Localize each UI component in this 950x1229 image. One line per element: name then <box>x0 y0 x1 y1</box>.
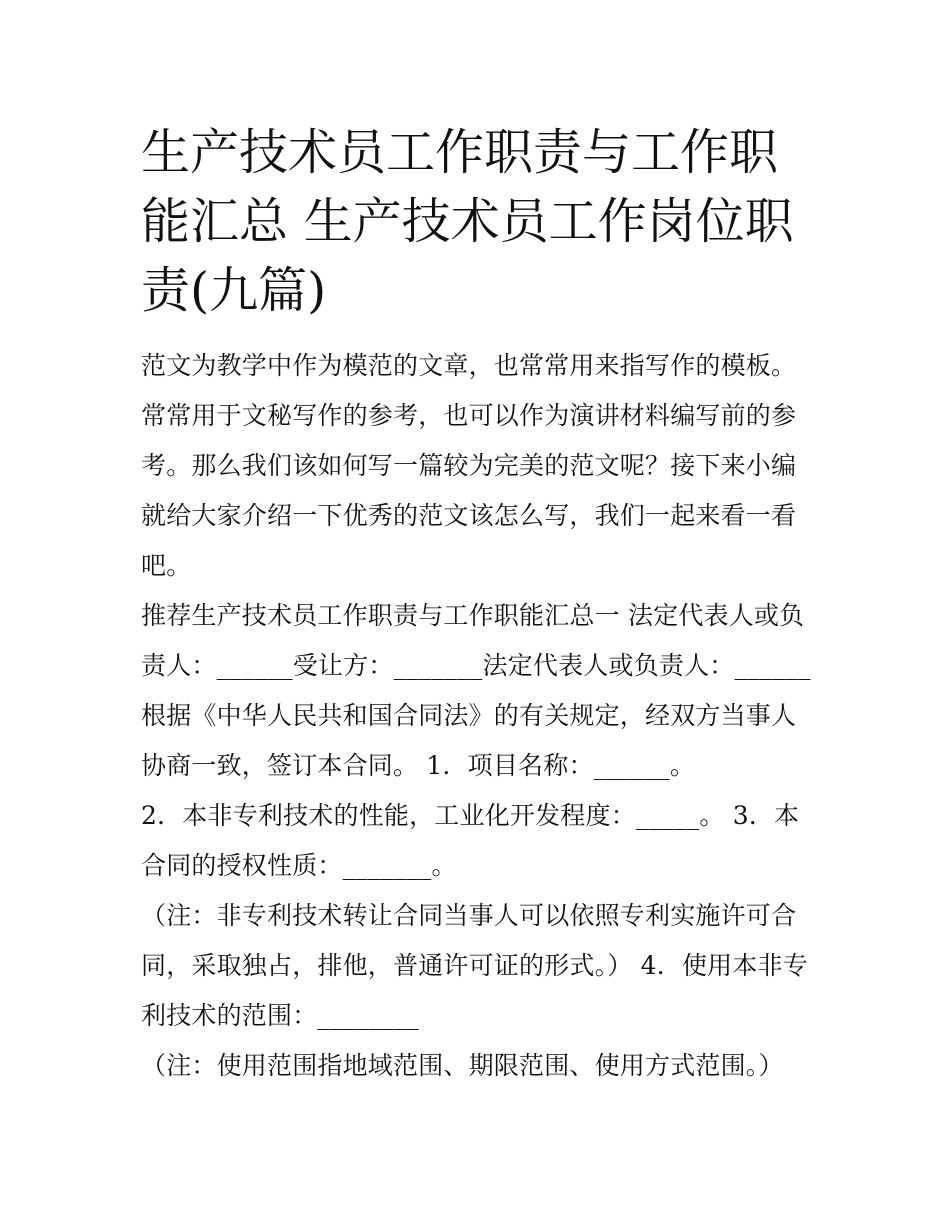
paragraph-note-scope: （注：使用范围指地域范围、期限范围、使用方式范围。） <box>141 1051 784 1080</box>
paragraph-parties: 推荐生产技术员工作职责与工作职能汇总一 法定代表人或负责人：______受让方：_______法定代表人或负责人：______ <box>141 601 811 680</box>
paragraph-note-license: （注：非专利技术转让合同当事人可以依照专利实施许可合同，采取独占，排他，普通许可证的形式。） 4．使用本非专利技术的范围：________ <box>141 901 808 1030</box>
document-title: 生产技术员工作职责与工作职能汇总 生产技术员工作岗位职责(九篇) <box>141 124 794 319</box>
paragraph-performance: 2．本非专利技术的性能，工业化开发程度：_____。 3．本合同的授权性质：_______。 <box>141 801 800 880</box>
paragraph-intro: 范文为教学中作为模范的文章，也常常用来指写作的模板。常常用于文秘写作的参考，也可以作为演讲材料编写前的参考。那么我们该如何写一篇较为完美的范文呢？接下来小编就给大家介绍一下优秀的范文该怎么写，我们一起来看一看吧。 <box>141 351 797 580</box>
document-page <box>141 118 821 1091</box>
document-body <box>141 341 821 1091</box>
paragraph-basis: 根据《中华人民共和国合同法》的有关规定，经双方当事人协商一致，签订本合同。 1．项目名称：______。 <box>141 701 797 780</box>
